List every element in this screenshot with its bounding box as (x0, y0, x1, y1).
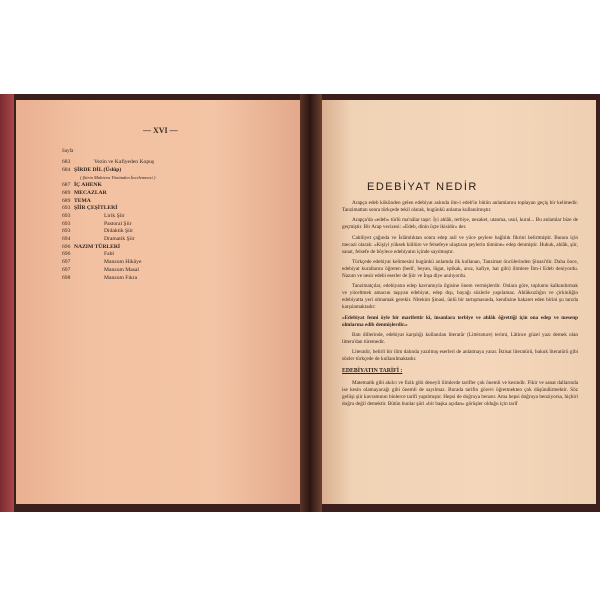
toc-page-number: 694 (62, 236, 71, 243)
paragraph: Arapça edeb kökünden gelen edebiyat aslında ilm-i edeb'in bütün anlamlarını toplayan geçiş bir kelimedir. Tanzimattan sonra türkçede tekil olarak, bugünkü anlama kullanılmıştır. (342, 200, 578, 213)
section-heading: EDEBİYATIN TARİFİ : (342, 368, 403, 375)
toc-entry (62, 228, 252, 236)
paragraph: Matematik gibi akılcı ve fizik gibi deneyli ilimlerde tarifler çok önemli ve kesindir. Fikir ve sanat dallarında ise kesin olamayacağı gibi önemli de sayılmaz. Burada tarifin görevi öğretmekten çok düşündürmektir. Söz geliişi şiir kavramının binlerce tarifi yapılmıştır. Hepsi de doğruya benzer. Ama hepsi doğruya benziyorsa, hiçbiri doğru değil demektir. Bütün bunlar şiiri «bir başka açıdan» görüşler olduğu için tarif (342, 380, 578, 407)
toc-title: Dramatik Şiir (104, 236, 135, 243)
toc-title: ŞİRDE DİL (Üslûp) (74, 166, 122, 173)
quotation: «Edebiyat fenni öyle bir marifettir ki, insanlara terbiye ve ahlâk öğrettiği için ona edep ve mesenp olmlarına edib denmişlerdir.» (342, 314, 578, 328)
paragraph: Cahiliyet çağında ve İslâmlıktan sonra edep asil ve yüce şeylere bağlılık fikrini belirtmiştir. Bunun için mecazi olarak: «Kişiyi yüksek kültüre ve felsefeye ulaştıran şeylerin tümüne» edep denmiştir. Hukuk, ahlâk, şiir, sanat, felsefe de böylece edebiyatın içinde sayılmıştır. (342, 234, 578, 255)
toc-page-number: 696 (62, 251, 71, 258)
toc-title: Lirik Şiir (104, 212, 125, 219)
toc-entry (62, 244, 252, 252)
toc-title: Didaktik Şiir (104, 228, 134, 235)
toc-page-number: 689 (62, 197, 71, 204)
paragraph: Türkçede edebiyat kelimesini bugünkü anlamda ilk kullanan, Tanzimat öncülerinden Şinasi'dir. Daha önce, edebiyat kurallarını öğreten (bedi', beyan, lügat, iştikak, aruz, kafiye, hat gibi) ilimlere İlm-i Edeb deniyordu. Nazım ve nesir edebi eserler de Şiir ve İnşa diye anılıyordu. (342, 259, 578, 279)
toc-title: Manzum Hikâye (104, 259, 142, 266)
toc-title: Vezin ve Kafiyeden Kopuş (94, 159, 155, 165)
book-spine (300, 94, 322, 512)
toc-title: Fabl (104, 251, 114, 258)
toc-page-number: 684 (62, 166, 71, 173)
toc-title: ( Şiirin Muhteva Yönünden İncelenmesi ) (80, 175, 156, 181)
toc-entry (62, 182, 252, 190)
toc-page-number: 687 (62, 182, 71, 189)
toc-entry (62, 275, 252, 283)
toc-title: Pastoral Şiir (104, 220, 132, 227)
toc-page-number: 689 (62, 189, 71, 196)
toc-page-number: 693 (62, 220, 71, 227)
toc-column-header: Sayfa (62, 149, 74, 154)
toc-title: NAZIM TÜRLERİ (74, 243, 121, 250)
toc-entry (62, 205, 252, 213)
toc-entry (62, 213, 252, 221)
toc-page-number: 693 (62, 212, 71, 219)
toc-entry (62, 221, 252, 229)
paragraph: Tanzimatçılar, edebiyatın edep kavramıyla ilgisine önem vermişlerdir. Onlara göre, toplumu kalkındırmak ve yüceltmek amacını taşıyan edebiyat, edep dışı, bayağı sözlerle yapılamaz. Ahlâksızlığın ve çirkinliğin edebiyatta yeri olmamak gerekir. Nitekim Şinasi, ünlü bir tartışmasında, kendisine hakaret eden birini şu tarzda karşılamaktadır: (342, 283, 578, 311)
toc-entry (62, 167, 252, 175)
toc-entry (62, 159, 252, 167)
toc-entry (62, 267, 252, 275)
toc-title: MECAZLAR (74, 189, 107, 196)
toc-page-number: 697 (62, 266, 71, 273)
toc-page-number: 693 (62, 228, 71, 235)
toc-entry (62, 259, 252, 267)
page-number: — XVI — (143, 126, 178, 135)
toc-page-number: 698 (62, 274, 71, 281)
paragraph: Literatür, belirli bir ilim dalında yazılmış eserleri de anlatmaya yarar. İktisat literatürü, hukuk literatürü gibi sözler türkçede de kullanılmaktadır. (342, 349, 578, 363)
book-cover-edge (0, 94, 14, 512)
toc-title: Manzum Fıkra (104, 274, 138, 281)
toc-entry (62, 236, 252, 244)
toc-entry (62, 174, 252, 182)
toc-page-number: 693 (62, 205, 71, 212)
toc-title: Manzum Masal (104, 266, 139, 273)
toc-title: İÇ AHENK (74, 182, 102, 189)
table-of-contents (62, 159, 252, 282)
paragraph: Arapça'da «edeb» türlü ma'nâlar taşır: İyi ahlâk, terbiye, nezaket, utanma, usul, kural... Bu anlamlar bize de geçmiştir. Bir Arap vecizesi: «Edeb, dinin üçte ikisidir» der. (342, 217, 578, 231)
paragraph: Batı dillerinde, edebiyat karşılığı kullanılan literatür (Littérature) terimi, Lâtince güzel yazı demek olan littera'dan türemedir. (342, 332, 578, 345)
chapter-body (342, 200, 578, 411)
toc-entry (62, 190, 252, 198)
toc-page-number: 696 (62, 243, 71, 250)
toc-entry (62, 251, 252, 259)
toc-page-number: 683 (62, 159, 71, 165)
chapter-title: EDEBİYAT NEDİR (367, 181, 478, 193)
toc-page-number: 697 (62, 259, 71, 266)
toc-title: ŞİİR ÇEŞİTLERİ (74, 205, 118, 212)
toc-page-number (68, 174, 80, 182)
toc-title: TEMA (74, 197, 91, 204)
